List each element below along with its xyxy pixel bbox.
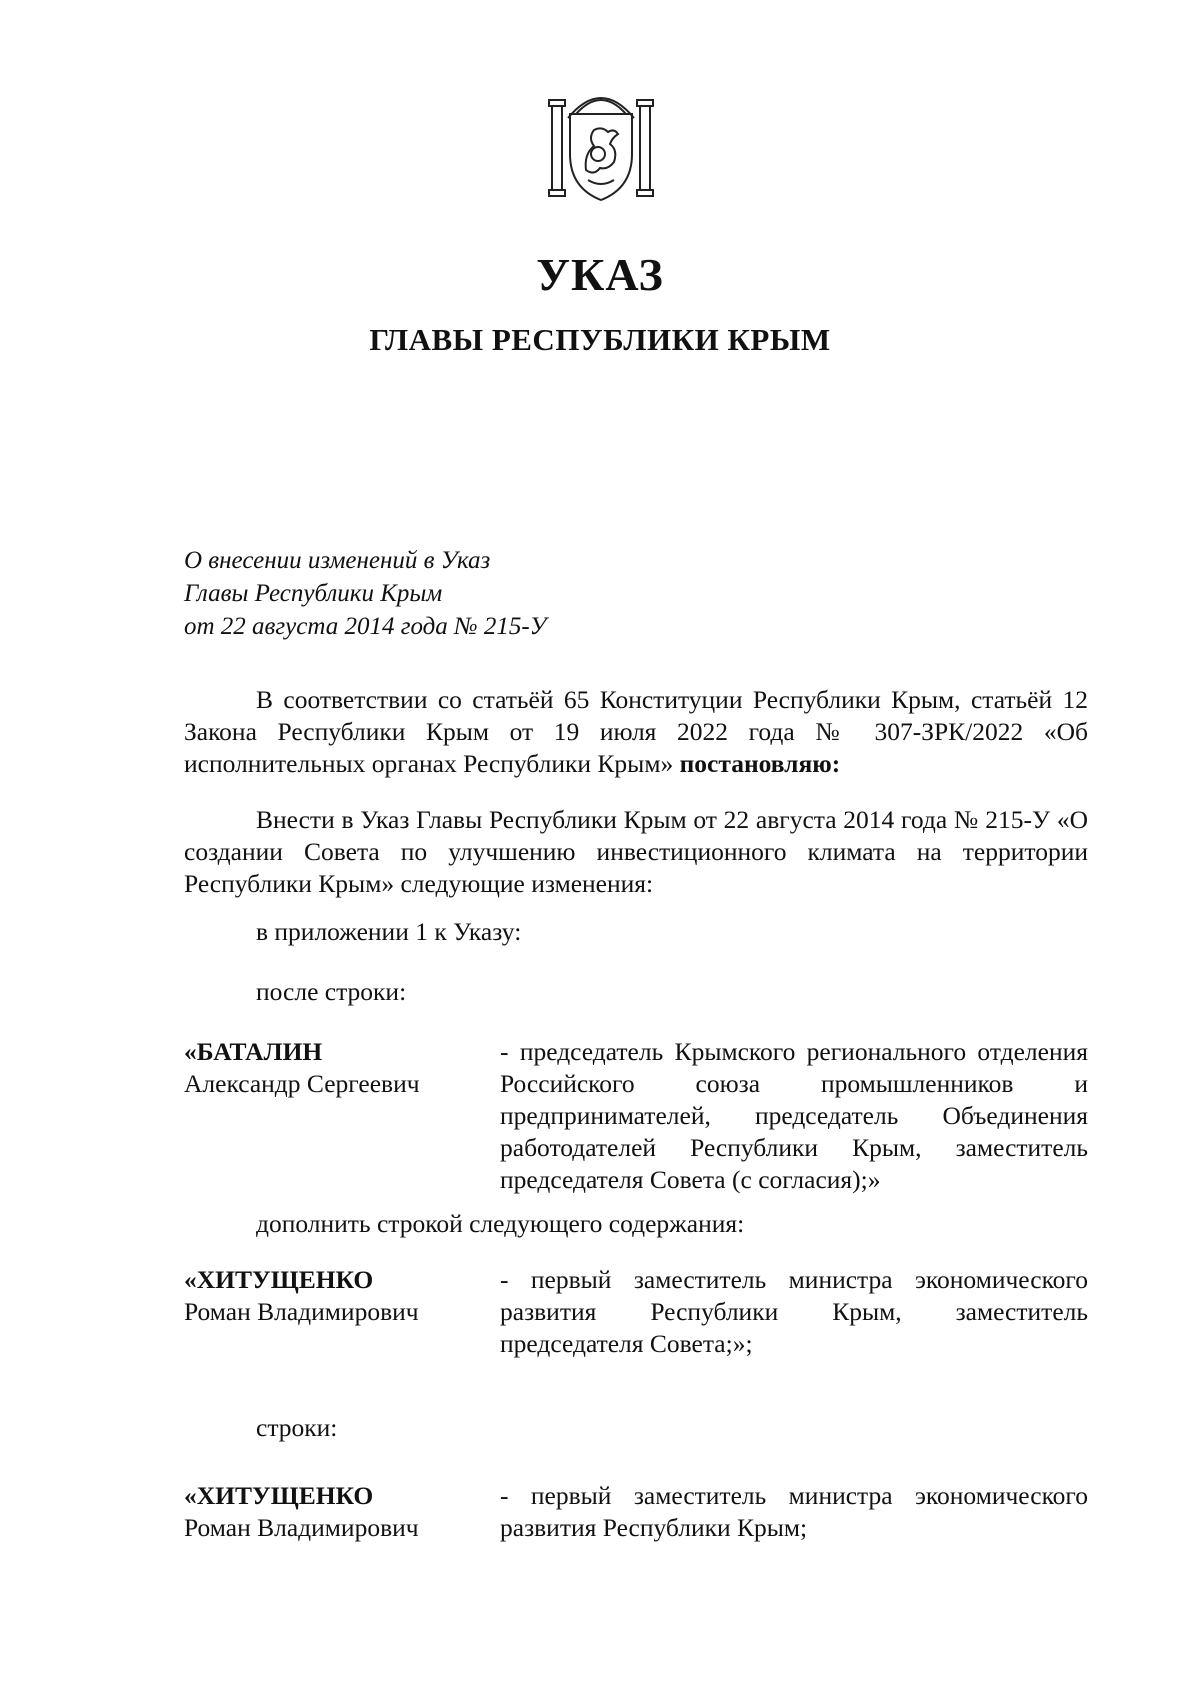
amend-paragraph: Внести в Указ Главы Республики Крым от 22 августа 2014 года № 215-У «О создании Совета по улучшению инвестиционного климата на территории Республики Крым» следующие изменения: (184, 805, 1088, 898)
member-surname: «ХИТУЩЕНКО (184, 1481, 374, 1510)
subject-block (184, 544, 784, 643)
member-description: - первый заместитель министра экономического развития Республики Крым, заместитель председателя Совета;»; (500, 1265, 1088, 1358)
member-given-name: Александр Сергеевич (184, 1069, 420, 1098)
document-title: УКАЗ (536, 249, 664, 300)
preamble-paragraph (184, 684, 1088, 780)
annex-line: в приложении 1 к Указу: (256, 917, 522, 946)
member-description: - председатель Крымского регионального отделения Российского союза промышленников и предпринимателей, председатель Объединения работодателей Республики Крым, заместитель председателя Совета (с согласия);» (500, 1037, 1088, 1194)
member-given-name: Роман Владимирович (184, 1297, 419, 1326)
decree-word: постановляю: (679, 749, 841, 778)
member-name (184, 1036, 474, 1100)
crimea-coat-of-arms-icon (548, 84, 654, 204)
member-name (184, 1480, 474, 1544)
after-line: после строки: (256, 977, 407, 1006)
subject-line: от 22 августа 2014 года № 215-У (184, 613, 547, 640)
preamble-text: В соответствии со статьёй 65 Конституции Республики Крым, статьёй 12 Закона Республики Крым от 19 июля 2022 года № 307-ЗРК/2022 «Об исполнительных органах Республики Крым» (184, 685, 1088, 778)
member-given-name: Роман Владимирович (184, 1513, 419, 1542)
supplement-line: дополнить строкой следующего содержания: (256, 1209, 745, 1238)
member-surname: «ХИТУЩЕНКО (184, 1265, 374, 1294)
subject-line: О внесении изменений в Указ (184, 547, 491, 574)
member-surname: «БАТАЛИН (184, 1037, 323, 1066)
member-name (184, 1264, 474, 1328)
document-subtitle: ГЛАВЫ РЕСПУБЛИКИ КРЫМ (369, 322, 831, 357)
lines-label: строки: (256, 1413, 338, 1442)
member-description: - первый заместитель министра экономического развития Республики Крым; (500, 1481, 1088, 1542)
subject-line: Главы Республики Крым (184, 580, 443, 607)
